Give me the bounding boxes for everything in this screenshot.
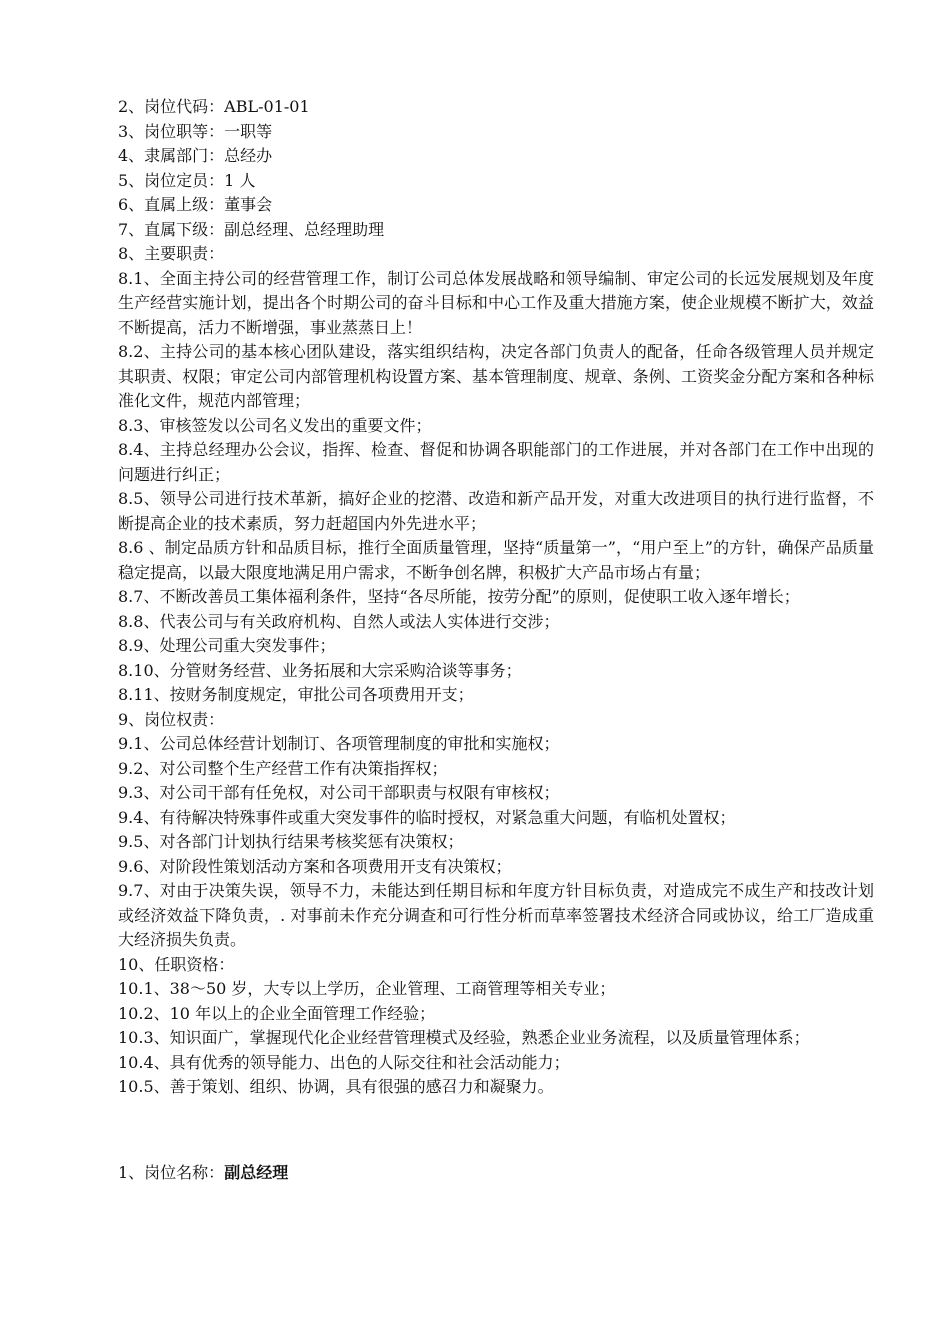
document-paragraph: 8.8、代表公司与有关政府机构、自然人或法人实体进行交涉； (118, 611, 560, 631)
document-paragraph: 9.7、对由于决策失误，领导不力，未能达到任期目标和年度方针目标负责，对造成完不成生产和技改计划或经济效益下降负责，. 对事前未作充分调查和可行性分析而草率签署技术经济合同或协议，给工厂造成重大经济损失负责。 (118, 881, 874, 949)
document-paragraph: 2、岗位代码：ABL-01-01 (118, 97, 310, 116)
next-section-label: 1、岗位名称： (118, 1162, 225, 1182)
document-paragraph: 8.5、领导公司进行技术革新，搞好企业的挖潜、改造和新产品开发，对重大改进项目的执行进行监督，不断提高企业的技术素质，努力赶超国内外先进水平； (118, 489, 874, 533)
document-paragraph: 9.3、对公司干部有任免权，对公司干部职责与权限有审核权； (118, 783, 560, 802)
document-paragraph: 8.6 、制定品质方针和品质目标，推行全面质量管理，坚持“质量第一”，“用户至上”的方针，确保产品质量稳定提高，以最大限度地满足用户需求，不断争创名牌，积极扩大产品市场占有量； (118, 538, 874, 582)
document-paragraph: 10.1、38～50 岁，大专以上学历，企业管理、工商管理等相关专业； (118, 979, 616, 998)
document-paragraph: 10.4、具有优秀的领导能力、出色的人际交往和社会活动能力； (118, 1052, 570, 1072)
document-paragraph: 9.2、对公司整个生产经营工作有决策指挥权； (118, 758, 448, 778)
document-paragraph: 8.7、不断改善员工集体福利条件，坚持“各尽所能，按劳分配”的原则，促使职工收入逐年增长； (118, 587, 800, 606)
document-body (118, 95, 874, 1100)
document-paragraph: 10.2、10 年以上的企业全面管理工作经验； (118, 1003, 436, 1023)
next-section-name: 副总经理 (224, 1162, 289, 1182)
document-paragraph: 8、主要职责： (118, 244, 225, 263)
document-paragraph: 8.3、审核签发以公司名义发出的重要文件； (118, 415, 432, 435)
document-paragraph: 8.4、主持总经理办公会议，指挥、检查、督促和协调各职能部门的工作进展，并对各部门在工作中出现的问题进行纠正； (118, 440, 874, 484)
document-paragraph: 8.2、主持公司的基本核心团队建设，落实组织结构，决定各部门负责人的配备，任命各级管理人员并规定其职责、权限；审定公司内部管理机构设置方案、基本管理制度、规章、条例、工资奖金分配方案和各种标准化文件，规范内部管理； (118, 342, 874, 410)
section-gap (118, 1100, 874, 1161)
document-page (118, 95, 874, 1185)
document-paragraph: 9、岗位权责： (118, 709, 225, 729)
document-paragraph: 8.10、分管财务经营、业务拓展和大宗采购洽谈等事务； (118, 660, 522, 680)
document-paragraph: 10.3、知识面广，掌握现代化企业经营管理模式及经验，熟悉企业业务流程，以及质量管理体系； (118, 1028, 810, 1047)
document-paragraph: 8.1、全面主持公司的经营管理工作，制订公司总体发展战略和领导编制、审定公司的长远发展规划及年度生产经营实施计划，提出各个时期公司的奋斗目标和中心工作及重大措施方案，使企业规模不断扩大，效益不断提高，活力不断增强，事业蒸蒸日上！ (118, 268, 874, 337)
next-section-title (118, 1161, 874, 1186)
document-paragraph: 8.11、按财务制度规定，审批公司各项费用开支； (118, 685, 474, 704)
document-paragraph: 9.4、有待解决特殊事件或重大突发事件的临时授权，对紧急重大问题，有临机处置权； (118, 807, 736, 827)
document-paragraph: 5、岗位定员：1 人 (118, 170, 256, 190)
document-paragraph: 9.1、公司总体经营计划制订、各项管理制度的审批和实施权； (118, 734, 560, 753)
document-paragraph: 10、任职资格： (118, 954, 235, 974)
document-paragraph: 9.6、对阶段性策划活动方案和各项费用开支有决策权； (118, 856, 512, 876)
document-paragraph: 3、岗位职等：一职等 (118, 121, 273, 141)
document-paragraph: 8.9、处理公司重大突发事件； (118, 636, 336, 655)
document-paragraph: 9.5、对各部门计划执行结果考核奖惩有决策权； (118, 832, 464, 851)
document-paragraph: 4、隶属部门：总经办 (118, 146, 273, 165)
document-paragraph: 7、直属下级：副总经理、总经理助理 (118, 219, 385, 239)
document-paragraph: 6、直属上级：董事会 (118, 195, 273, 214)
document-paragraph: 10.5、善于策划、组织、协调，具有很强的感召力和凝聚力。 (118, 1077, 554, 1096)
